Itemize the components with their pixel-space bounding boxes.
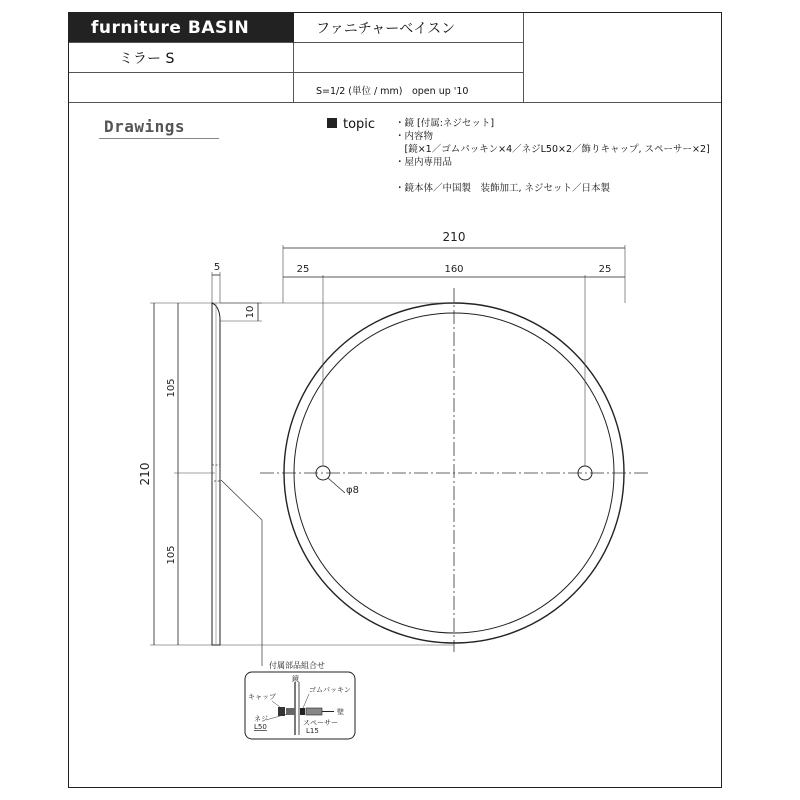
topic-note: ・鏡本体／中国製 装飾加工, ネジセット／日本製 xyxy=(395,183,611,194)
detail-label-spacer: スペーサー xyxy=(303,719,338,727)
dimension-lower-half: 105 xyxy=(166,545,177,565)
detail-label-screw: ネジ xyxy=(254,715,268,723)
topic-note: [鏡×1／ゴムパッキン×4／ネジL50×2／飾りキャップ, スペーサー×2] xyxy=(395,144,710,155)
detail-screw-head xyxy=(286,708,295,715)
detail-label-wall: 壁 xyxy=(337,708,344,716)
scale-note: S=1/2 (単位 / mm) open up '10 xyxy=(294,73,524,103)
model-name: ミラー S xyxy=(69,43,294,73)
detail-spacer xyxy=(306,708,322,715)
section-title: Drawings xyxy=(104,117,186,136)
detail-label-gasket: ゴムパッキン xyxy=(309,686,351,694)
detail-gasket xyxy=(300,708,305,715)
dimension-overall-width: 210 xyxy=(442,230,466,244)
dimension-left-margin: 25 xyxy=(296,264,310,275)
detail-label-screw-length: L50 xyxy=(254,723,267,731)
dimension-upper-half: 105 xyxy=(166,378,177,398)
product-kana-name: ファニチャーベイスン xyxy=(294,13,524,43)
brand-title: furniture BASIN xyxy=(69,13,294,43)
hole-leader-line xyxy=(328,478,345,493)
hole-diameter-label: φ8 xyxy=(346,485,359,496)
detail-label-spacer-length: L15 xyxy=(306,727,319,735)
topic-note: ・内容物 xyxy=(395,131,434,142)
topic-note: ・屋内専用品 xyxy=(395,157,453,168)
dimension-hole-spacing: 160 xyxy=(444,264,464,275)
detail-label-mirror: 鏡 xyxy=(292,675,299,683)
detail-title: 付属部品組合せ xyxy=(269,661,325,670)
dimension-side-offset: 10 xyxy=(245,305,256,319)
dimension-right-margin: 25 xyxy=(598,264,612,275)
detail-leader-line xyxy=(221,480,262,666)
detail-label-cap: キャップ xyxy=(248,693,276,701)
dimension-overall-height: 210 xyxy=(138,462,152,486)
topic-note: ・鏡 [付属:ネジセット] xyxy=(395,118,495,129)
dimension-side-thickness: 5 xyxy=(213,262,221,273)
topic-label-text: topic xyxy=(343,117,376,132)
